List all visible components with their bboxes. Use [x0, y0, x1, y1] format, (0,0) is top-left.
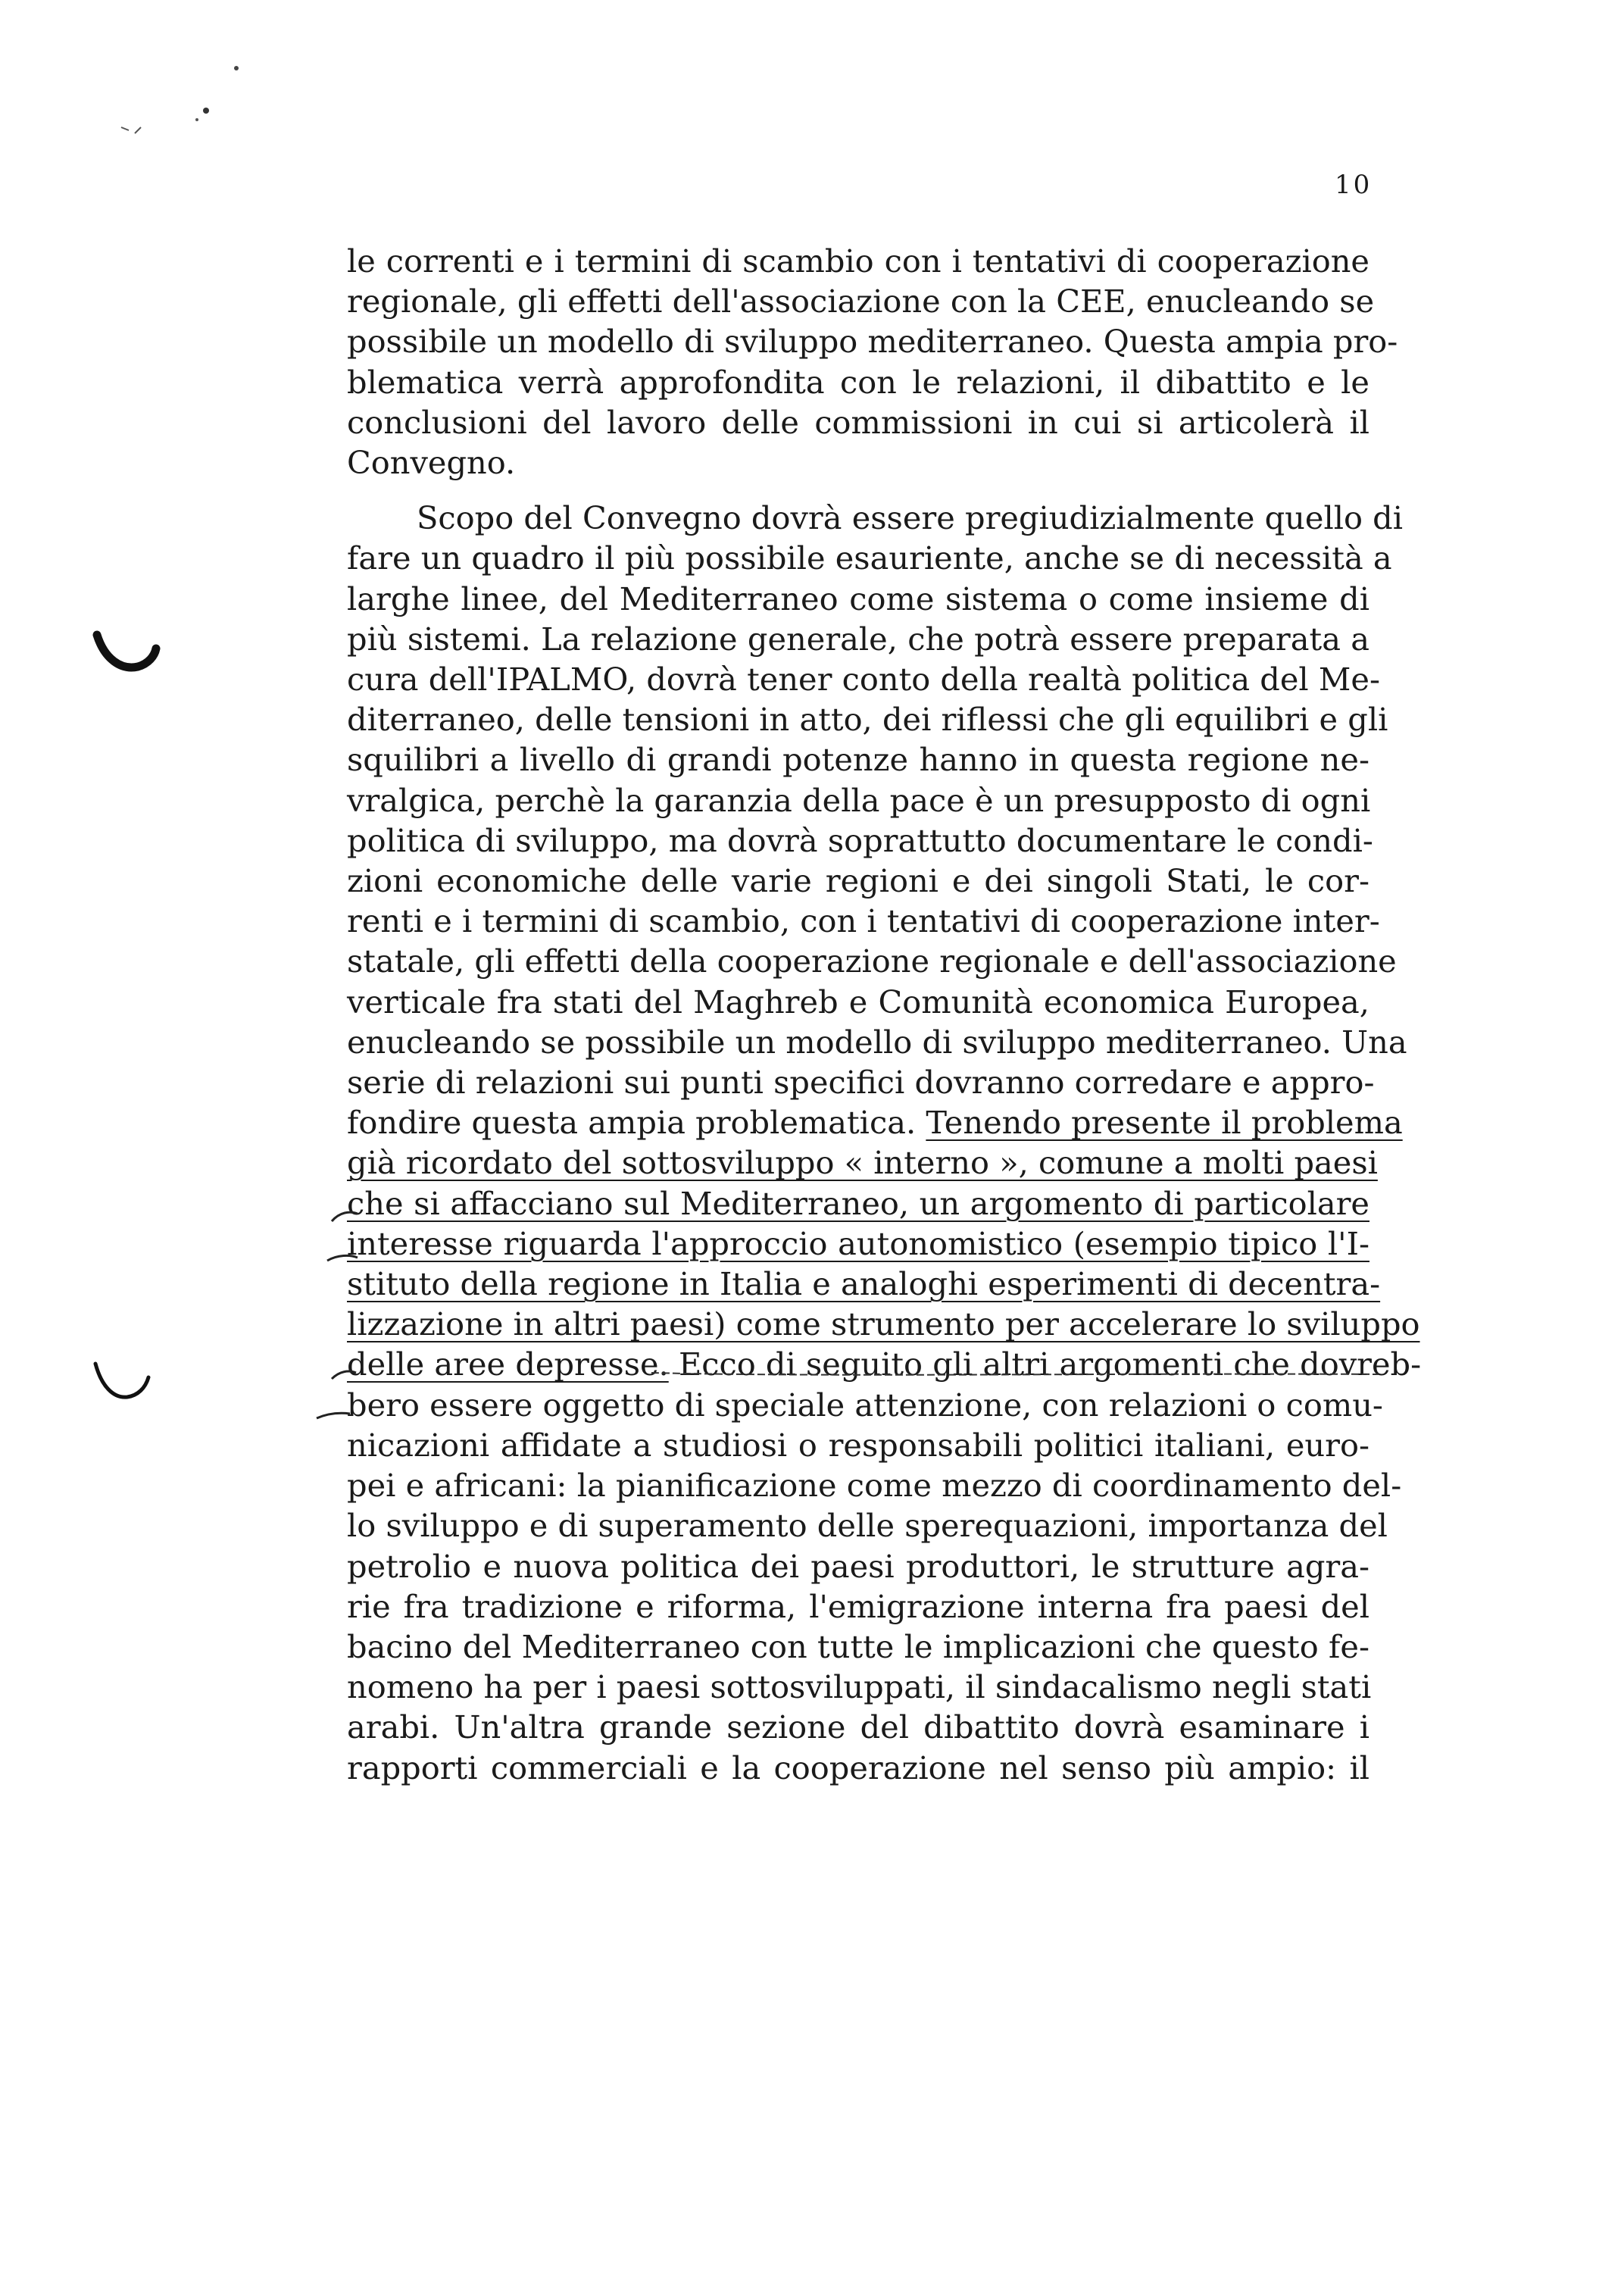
text-line: nicazioni affidate a studiosi o responsabili politici italiani, euro-: [347, 1426, 1369, 1464]
text-line: blematica verrà approfondita con le relazioni, il dibattito e le: [347, 363, 1369, 401]
underlined-line: interesse riguarda l'approccio autonomistico (esempio tipico l'I-: [347, 1224, 1369, 1262]
text-line: fare un quadro il più possibile esauriente, anche se di necessità a: [347, 539, 1392, 577]
margin-mark-icon: [95, 1364, 148, 1397]
text-line: renti e i termini di scambio, con i tentativi di cooperazione inter-: [347, 902, 1380, 940]
text-line: bero essere oggetto di speciale attenzione, con relazioni o comu-: [347, 1386, 1383, 1424]
text-line: [347, 1344, 1422, 1384]
text-line: rie fra tradizione e riforma, l'emigrazione interna fra paesi del: [347, 1587, 1369, 1625]
text-line: serie di relazioni sui punti specifici dovranno corredare e appro-: [347, 1064, 1375, 1102]
pen-stroke: [317, 1413, 350, 1418]
text-line: bacino del Mediterraneo con tutte le implicazioni che questo fe-: [347, 1627, 1369, 1665]
text-line: conclusioni del lavoro delle commissioni in cui si articolerà il: [347, 403, 1369, 441]
text-line: regionale, gli effetti dell'associazione con la CEE, enucleando se: [347, 283, 1375, 320]
speck: [203, 108, 209, 114]
text-line: [347, 1102, 1403, 1142]
text-line: politica di sviluppo, ma dovrà soprattutto documentare le condi-: [347, 821, 1373, 859]
text-line: verticale fra stati del Maghreb e Comunità economica Europea,: [347, 983, 1369, 1020]
underlined-line: lizzazione in altri paesi) come strumento per accelerare lo sviluppo: [347, 1305, 1420, 1343]
speck: [234, 66, 239, 70]
text-line: le correnti e i termini di scambio con i tentativi di cooperazione: [347, 242, 1369, 280]
underlined-passage: delle aree depresse.: [347, 1346, 669, 1383]
text-line: possibile un modello di sviluppo mediterraneo. Questa ampia pro-: [347, 323, 1398, 361]
underlined-line: che si affacciano sul Mediterraneo, un argomento di particolare: [347, 1184, 1369, 1222]
text-segment: Ecco di seguito gli altri argomenti che dovreb-: [678, 1346, 1422, 1383]
text-line: nomeno ha per i paesi sottosviluppati, il sindacalismo negli stati: [347, 1668, 1372, 1706]
underlined-passage: Tenendo presente il problema: [926, 1104, 1403, 1142]
page-number: 10: [1335, 170, 1373, 200]
text-line: diterraneo, delle tensioni in atto, dei riflessi che gli equilibri e gli: [347, 701, 1388, 739]
text-line: arabi. Un'altra grande sezione del dibattito dovrà esaminare i: [347, 1708, 1369, 1746]
text-line: più sistemi. La relazione generale, che potrà essere preparata a: [347, 620, 1369, 658]
text-line: Convegno.: [347, 444, 516, 482]
text-line: statale, gli effetti della cooperazione regionale e dell'associazione: [347, 942, 1397, 980]
text-line: lo sviluppo e di superamento delle sperequazioni, importanza del: [347, 1507, 1388, 1545]
text-line: vralgica, perchè la garanzia della pace è un presupposto di ogni: [347, 781, 1371, 819]
paragraph-2: [347, 498, 1422, 1788]
underlined-line: stituto della regione in Italia e analoghi esperimenti di decentra-: [347, 1265, 1381, 1303]
document-body: [347, 241, 1422, 1788]
text-line: squilibri a livello di grandi potenze hanno in questa regione ne-: [347, 741, 1369, 779]
text-line: Scopo del Convegno dovrà essere pregiudizialmente quello di: [417, 499, 1404, 537]
text-line: pei e africani: la pianificazione come mezzo di coordinamento del-: [347, 1467, 1402, 1505]
text-line: petrolio e nuova politica dei paesi produttori, le strutture agra-: [347, 1547, 1369, 1585]
text-line: enucleando se possibile un modello di sviluppo mediterraneo. Una: [347, 1023, 1407, 1061]
margin-mark-icon: [97, 635, 156, 667]
pen-stroke: [121, 127, 141, 133]
text-line: cura dell'IPALMO, dovrà tener conto della realtà politica del Me-: [347, 661, 1380, 699]
text-segment: fondire questa ampia problematica.: [347, 1104, 917, 1142]
underlined-line: già ricordato del sottosviluppo « interno », comune a molti paesi: [347, 1144, 1378, 1182]
paragraph-1: [347, 241, 1398, 483]
text-line: larghe linee, del Mediterraneo come sistema o come insieme di: [347, 580, 1369, 617]
text-line: rapporti commerciali e la cooperazione nel senso più ampio: il: [347, 1749, 1369, 1786]
speck: [195, 118, 198, 121]
text-line: zioni economiche delle varie regioni e dei singoli Stati, le cor-: [347, 862, 1369, 900]
